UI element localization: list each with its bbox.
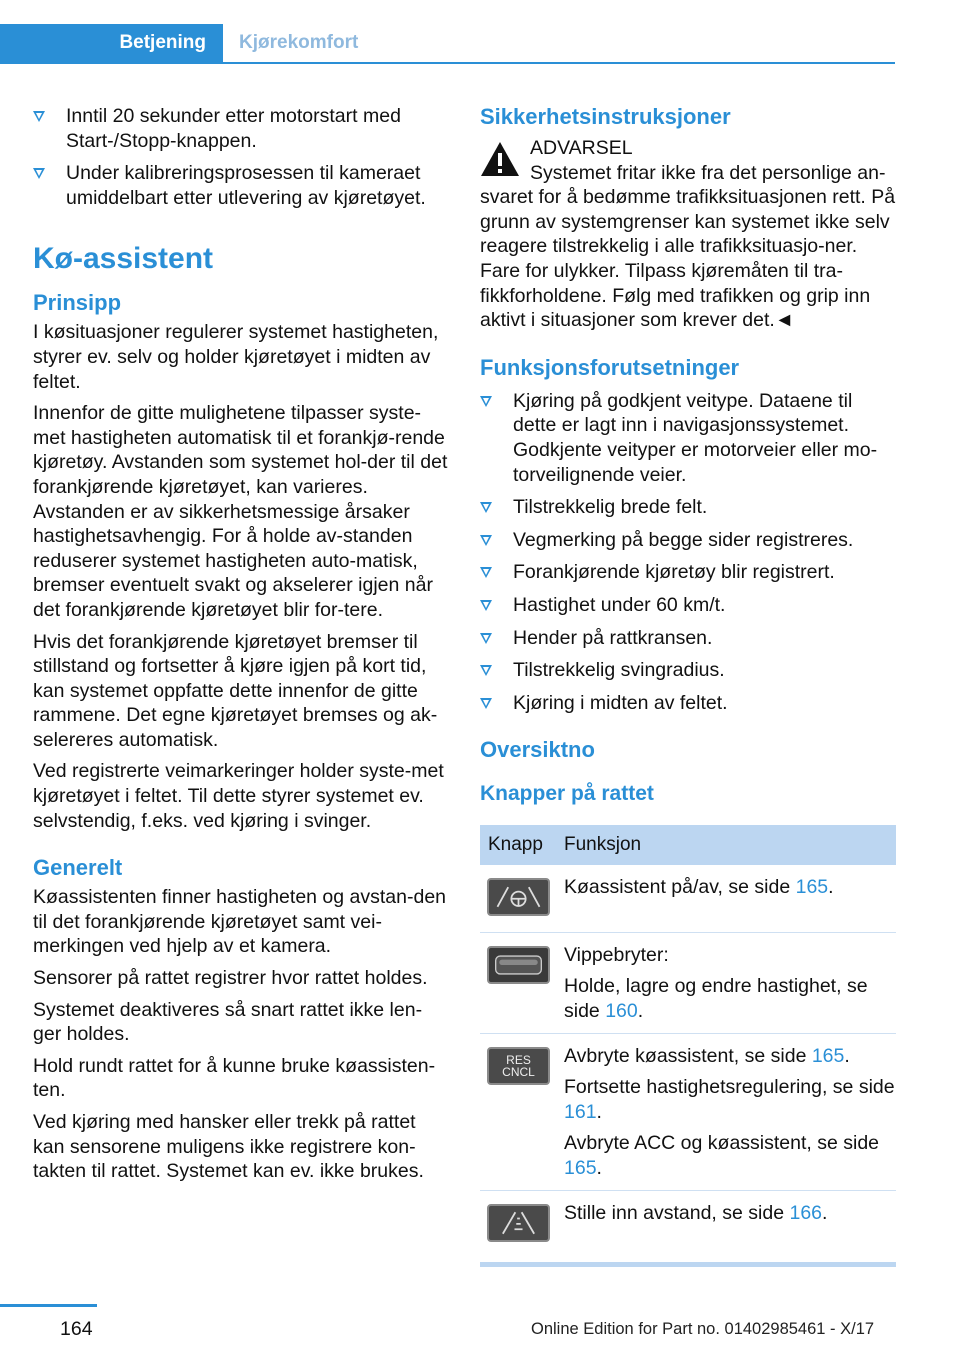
bullet-triangle-icon	[33, 111, 45, 123]
page-number: 164	[60, 1318, 93, 1340]
paragraph: I køsituasjoner regulerer systemet hastigheten, styrer ev. selv og holder kjøretøyet i midten av feltet.	[33, 321, 439, 393]
table-row: Vippebryter: Holde, lagre og endre hastighet, se side 160.	[480, 933, 896, 1034]
table-bottom-rule	[480, 1262, 896, 1267]
section-title: Kø-assistent	[33, 242, 214, 276]
prinsipp-heading: Prinsipp	[33, 290, 122, 316]
bullet-triangle-icon	[480, 633, 492, 645]
bullet-triangle-icon	[480, 502, 492, 514]
lane-assist-icon	[487, 878, 550, 916]
page-link[interactable]: 165	[811, 1044, 845, 1067]
list-item: Under kalibreringsprosessen til kameraet umiddelbart etter utlevering av kjøretøyet.	[33, 161, 448, 210]
tab-betjening[interactable]: Betjening	[0, 24, 223, 62]
page-link[interactable]: 166	[789, 1201, 823, 1224]
list-item: Tilstrekkelig brede felt.	[480, 495, 896, 520]
paragraph: Sensorer på rattet registrer hvor rattet holdes.	[33, 967, 428, 990]
page-link[interactable]: 165	[564, 1157, 597, 1180]
prereq-heading: Funksjonsforutsetninger	[480, 354, 740, 380]
bullet-triangle-icon	[480, 567, 492, 579]
table-header	[480, 825, 896, 865]
paragraph: Systemet deaktiveres så snart rattet ikke len-ger holdes.	[33, 998, 423, 1046]
column-header: Funksjon	[564, 833, 642, 855]
rocker-switch-icon	[487, 946, 550, 984]
page-link[interactable]: 165	[795, 876, 829, 899]
tab-bar	[0, 24, 895, 64]
safety-heading: Sikkerhetsinstruksjoner	[480, 104, 731, 129]
bullet-triangle-icon	[480, 600, 492, 612]
overview-heading: Oversiktno	[480, 737, 595, 763]
warning-title: ADVARSEL	[530, 137, 633, 159]
warning-triangle-icon	[480, 141, 520, 177]
page-link[interactable]: 161	[564, 1100, 597, 1123]
list-item: Hender på rattkransen.	[480, 626, 896, 651]
table-row: RES CNCL Avbryte køassistent, se side 165. Fortsette hastighetsregulering, se side 161. Avbryte ACC og køassistent, se side 165.	[480, 1034, 896, 1191]
res-cncl-icon: RES CNCL	[487, 1047, 550, 1085]
right-column	[480, 104, 896, 1267]
bullet-triangle-icon	[480, 665, 492, 677]
list-item: Vegmerking på begge sider registreres.	[480, 528, 896, 553]
warning-text-first: Systemet fritar ikke fra det personlige an-	[530, 161, 886, 184]
distance-icon	[487, 1204, 550, 1242]
left-column	[33, 104, 448, 1191]
paragraph: Køassistenten finner hastigheten og avstan-den til det forankjørende kjøretøyet samt vei-merkingen ved hjelp av et kamera.	[33, 886, 447, 958]
warning-text: svaret for å bedømme trafikksituasjonen rett. På grunn av systemgrenser kan systemet ikke selv reagere tilstrekkelig i alle trafikksituasjo-ner. Fare for ulykker. Tilpass kjøremåten til tra-fikkforholdene. Følg med trafikken og grip inn aktivt i situasjoner som krever det.◄	[480, 186, 896, 332]
column-header: Knapp	[488, 833, 543, 855]
paragraph: Ved registrerte veimarkeringer holder syste-met kjøretøyet i feltet. Til dette styrer systemet ev. selvstendig, f.eks. ved kjøring i svinger.	[33, 760, 444, 832]
page-link[interactable]: 160	[605, 1000, 638, 1023]
bullet-triangle-icon	[480, 698, 492, 710]
bullet-triangle-icon	[480, 396, 492, 408]
footer-text: Online Edition for Part no. 01402985461 - X/17	[531, 1320, 875, 1338]
warning-block	[480, 136, 896, 333]
list-item: Kjøring i midten av feltet.	[480, 691, 896, 716]
paragraph: Innenfor de gitte mulighetene tilpasser syste-met hastigheten automatisk til et forankjø-rende kjøretøy. Avstanden som systemet hol-der til det forankjørende kjøretøyet, kan varieres. Avstanden er av sikkerhetsmessige årsaker hastighetsavhengig. For å holde av-standen reduserer systemet hastigheten auto-matisk, bremser eventuelt svakt og akselerer igjen når det forankjørende kjøretøyet blir for-tere.	[33, 402, 448, 621]
table-row: Køassistent på/av, se side 165.	[480, 865, 896, 933]
bullet-triangle-icon	[480, 535, 492, 547]
page-number-rule	[0, 1304, 97, 1307]
generelt-heading: Generelt	[33, 855, 123, 881]
table-row: Stille inn avstand, se side 166.	[480, 1191, 896, 1258]
paragraph: Hold rundt rattet for å kunne bruke køassisten-ten.	[33, 1054, 436, 1102]
buttons-heading: Knapper på rattet	[480, 782, 654, 806]
paragraph: Hvis det forankjørende kjøretøyet bremser til stillstand og fortsetter å kjøre igjen på kort tid, kan systemet oppfatte dette innenfor de gitte rammene. Det egne kjøretøyet bremses og ak-selereres automatisk.	[33, 630, 438, 751]
list-item: Inntil 20 sekunder etter motorstart med Start-/Stopp-knappen.	[33, 104, 448, 153]
paragraph: Ved kjøring med hansker eller trekk på rattet kan sensorene muligens ikke registrere kon-takten til rattet. Systemet kan ev. ikke brukes.	[33, 1111, 424, 1183]
buttons-table	[480, 825, 896, 1257]
list-item: Tilstrekkelig svingradius.	[480, 658, 896, 683]
list-item: Hastighet under 60 km/t.	[480, 593, 896, 618]
list-item: Kjøring på godkjent veitype. Dataene til dette er lagt inn i navigasjonssystemet. Godkjente veityper er motorveier eller mo-torveilignende veier.	[480, 389, 896, 487]
bullet-triangle-icon	[33, 168, 45, 180]
list-item: Forankjørende kjøretøy blir registrert.	[480, 560, 896, 585]
tab-kjorekomfort[interactable]: Kjørekomfort	[239, 32, 359, 53]
